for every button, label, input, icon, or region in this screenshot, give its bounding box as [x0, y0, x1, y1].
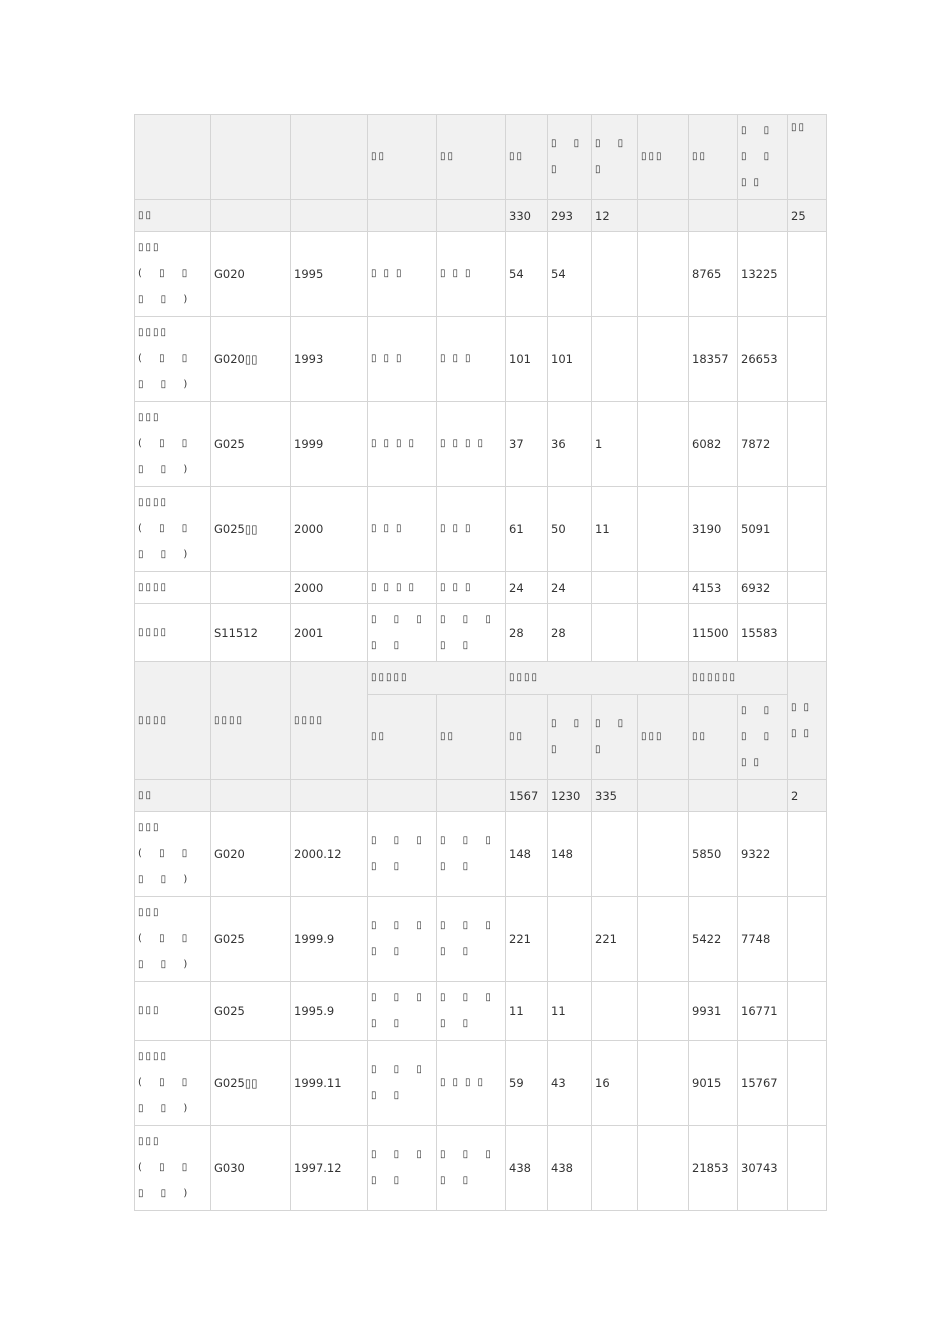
row-type: ▯▯▯	[368, 232, 437, 317]
row-name	[135, 572, 211, 604]
row-code: G020	[211, 232, 291, 317]
row-value: 221	[506, 897, 548, 982]
row-name-main: ▯▯▯	[138, 1005, 161, 1016]
row-value: 61	[506, 487, 548, 572]
row-type: ▯ ▯ ▯ ▯ ▯	[368, 812, 437, 897]
row-value: 11500	[689, 604, 738, 662]
row-type: ▯ ▯ ▯ ▯ ▯	[437, 982, 506, 1041]
row-year: 1995	[291, 232, 368, 317]
row-value	[638, 604, 689, 662]
row-value: 4153	[689, 572, 738, 604]
header-date: ▯▯▯▯	[291, 662, 368, 780]
table2-total-row	[135, 780, 827, 812]
row-value: 28	[506, 604, 548, 662]
row-name	[135, 604, 211, 662]
header-cell: ▯▯	[506, 115, 548, 200]
row-value	[592, 1126, 638, 1211]
header-cell	[291, 115, 368, 200]
table-row	[135, 572, 827, 604]
header-cell: ▯▯▯	[638, 115, 689, 200]
row-type: ▯▯▯	[437, 572, 506, 604]
table-row	[135, 232, 827, 317]
row-type: ▯▯▯	[437, 487, 506, 572]
row-year: 2000	[291, 572, 368, 604]
row-year: 1995.9	[291, 982, 368, 1041]
row-value	[788, 317, 827, 402]
row-value: 15767	[738, 1041, 788, 1126]
row-value	[788, 812, 827, 897]
row-name	[135, 1041, 211, 1126]
row-year: 1997.12	[291, 1126, 368, 1211]
row-value: 5091	[738, 487, 788, 572]
row-name-main: ▯▯▯	[138, 822, 161, 833]
row-name-main: ▯▯▯▯	[138, 1051, 169, 1062]
row-name-sub: ( ▯ ▯ ▯ ▯ )	[138, 268, 195, 305]
row-name	[135, 317, 211, 402]
header-group: ▯▯▯▯▯▯	[689, 662, 788, 695]
row-value: 37	[506, 402, 548, 487]
row-name-sub: ( ▯ ▯ ▯ ▯ )	[138, 933, 195, 970]
row-value: 50	[548, 487, 592, 572]
row-code: G025	[211, 982, 291, 1041]
header-group: ▯▯▯▯	[506, 662, 689, 695]
row-name-main: ▯▯▯▯	[138, 497, 169, 508]
row-value: 5850	[689, 812, 738, 897]
row-name	[135, 812, 211, 897]
row-code: G025▯▯	[211, 1041, 291, 1126]
row-type: ▯▯▯	[437, 232, 506, 317]
table-row	[135, 487, 827, 572]
row-value: 438	[548, 1126, 592, 1211]
row-value	[592, 982, 638, 1041]
row-code: G020▯▯	[211, 317, 291, 402]
row-value	[788, 487, 827, 572]
row-value	[788, 1126, 827, 1211]
header-cell: ▯ ▯ ▯	[592, 115, 638, 200]
row-value	[592, 317, 638, 402]
table-row	[135, 1041, 827, 1126]
total-cell: 2	[788, 780, 827, 812]
row-name-sub: ( ▯ ▯ ▯ ▯ )	[138, 438, 195, 475]
row-value	[638, 402, 689, 487]
row-type: ▯▯▯▯	[368, 402, 437, 487]
row-type: ▯ ▯ ▯ ▯ ▯	[368, 1126, 437, 1211]
total-cell: 1230	[548, 780, 592, 812]
row-value	[592, 604, 638, 662]
row-value	[788, 232, 827, 317]
header-cell: ▯▯	[368, 115, 437, 200]
row-year: 1999	[291, 402, 368, 487]
row-name	[135, 487, 211, 572]
table-row	[135, 604, 827, 662]
row-value: 11	[592, 487, 638, 572]
row-value: 16771	[738, 982, 788, 1041]
row-type: ▯ ▯ ▯ ▯ ▯	[437, 604, 506, 662]
table-row	[135, 897, 827, 982]
row-value	[592, 232, 638, 317]
row-code: G030	[211, 1126, 291, 1211]
row-value: 221	[592, 897, 638, 982]
row-value: 6932	[738, 572, 788, 604]
row-value: 5422	[689, 897, 738, 982]
row-value: 6082	[689, 402, 738, 487]
row-value: 9322	[738, 812, 788, 897]
row-value	[638, 1126, 689, 1211]
total-label: ▯▯	[135, 200, 211, 232]
row-value	[638, 317, 689, 402]
row-year: 2000.12	[291, 812, 368, 897]
row-value	[788, 402, 827, 487]
header-cell	[211, 115, 291, 200]
row-value	[788, 897, 827, 982]
row-value	[638, 232, 689, 317]
table-row	[135, 402, 827, 487]
row-type: ▯▯▯▯	[437, 1041, 506, 1126]
table1-header-row	[135, 115, 827, 200]
row-name-sub: ( ▯ ▯ ▯ ▯ )	[138, 848, 195, 885]
row-name-main: ▯▯▯	[138, 1136, 161, 1147]
row-type: ▯ ▯ ▯ ▯ ▯	[437, 812, 506, 897]
row-value: 59	[506, 1041, 548, 1126]
row-value: 30743	[738, 1126, 788, 1211]
header-cell: ▯▯	[689, 115, 738, 200]
row-name	[135, 982, 211, 1041]
row-value: 1	[592, 402, 638, 487]
row-value: 438	[506, 1126, 548, 1211]
row-value: 28	[548, 604, 592, 662]
row-value	[638, 812, 689, 897]
total-label: ▯▯	[135, 780, 211, 812]
header-cell: ▯ ▯ ▯ ▯ ▯▯	[738, 115, 788, 200]
row-value: 11	[506, 982, 548, 1041]
total-cell: 293	[548, 200, 592, 232]
row-value: 36	[548, 402, 592, 487]
row-code: S11512	[211, 604, 291, 662]
row-value	[788, 604, 827, 662]
row-code: G025	[211, 897, 291, 982]
row-value	[788, 1041, 827, 1126]
row-name-sub: ( ▯ ▯ ▯ ▯ )	[138, 353, 195, 390]
row-type: ▯ ▯ ▯ ▯ ▯	[368, 897, 437, 982]
row-value: 24	[548, 572, 592, 604]
row-type: ▯ ▯ ▯ ▯ ▯	[368, 982, 437, 1041]
row-value	[638, 572, 689, 604]
header-name: ▯▯▯▯	[135, 662, 211, 780]
row-value: 24	[506, 572, 548, 604]
row-name-sub: ( ▯ ▯ ▯ ▯ )	[138, 1077, 195, 1114]
row-value: 16	[592, 1041, 638, 1126]
row-value	[592, 812, 638, 897]
subheader-cell: ▯▯	[689, 695, 738, 780]
subheader-cell: ▯▯▯	[638, 695, 689, 780]
row-year: 1993	[291, 317, 368, 402]
row-value: 148	[506, 812, 548, 897]
row-type: ▯▯▯▯	[368, 572, 437, 604]
row-value: 15583	[738, 604, 788, 662]
row-value: 3190	[689, 487, 738, 572]
row-value: 101	[506, 317, 548, 402]
row-name	[135, 402, 211, 487]
row-value: 9931	[689, 982, 738, 1041]
row-year: 1999.9	[291, 897, 368, 982]
row-type: ▯▯▯▯	[437, 402, 506, 487]
header-last: ▯▯ ▯▯	[788, 662, 827, 780]
row-value: 18357	[689, 317, 738, 402]
row-value	[592, 572, 638, 604]
row-value	[638, 1041, 689, 1126]
row-year: 2000	[291, 487, 368, 572]
row-value: 9015	[689, 1041, 738, 1126]
total-cell: 25	[788, 200, 827, 232]
row-name-main: ▯▯▯	[138, 242, 161, 253]
table2-body	[135, 812, 827, 1211]
row-code: G020	[211, 812, 291, 897]
row-value	[788, 572, 827, 604]
row-value	[638, 897, 689, 982]
table-row	[135, 982, 827, 1041]
row-name	[135, 232, 211, 317]
row-name	[135, 897, 211, 982]
row-code	[211, 572, 291, 604]
subheader-cell: ▯▯	[437, 695, 506, 780]
row-type: ▯ ▯ ▯ ▯ ▯	[368, 604, 437, 662]
subheader-cell: ▯ ▯ ▯	[592, 695, 638, 780]
table-row	[135, 812, 827, 897]
row-name-main: ▯▯▯▯	[138, 327, 169, 338]
row-value	[788, 982, 827, 1041]
row-value: 13225	[738, 232, 788, 317]
total-cell: 330	[506, 200, 548, 232]
table1-total-row	[135, 200, 827, 232]
row-value: 54	[506, 232, 548, 317]
table-row	[135, 317, 827, 402]
row-name-sub: ( ▯ ▯ ▯ ▯ )	[138, 1162, 195, 1199]
row-value: 11	[548, 982, 592, 1041]
row-name-main: ▯▯▯	[138, 412, 161, 423]
header-cell: ▯▯	[788, 115, 827, 200]
row-type: ▯ ▯ ▯ ▯ ▯	[437, 1126, 506, 1211]
header-group: ▯▯▯▯▯	[368, 662, 506, 695]
row-name-main: ▯▯▯	[138, 907, 161, 918]
header-code: ▯▯▯▯	[211, 662, 291, 780]
row-value: 54	[548, 232, 592, 317]
row-value	[638, 487, 689, 572]
row-type: ▯ ▯ ▯ ▯ ▯	[437, 897, 506, 982]
row-value: 7872	[738, 402, 788, 487]
total-cell: 1567	[506, 780, 548, 812]
table-row	[135, 1126, 827, 1211]
subheader-cell: ▯ ▯ ▯	[548, 695, 592, 780]
row-name-sub: ( ▯ ▯ ▯ ▯ )	[138, 523, 195, 560]
subheader-cell: ▯ ▯ ▯ ▯ ▯▯	[738, 695, 788, 780]
subheader-cell: ▯▯	[506, 695, 548, 780]
header-cell: ▯▯	[437, 115, 506, 200]
total-cell: 335	[592, 780, 638, 812]
total-cell: 12	[592, 200, 638, 232]
header-cell	[135, 115, 211, 200]
row-name-main: ▯▯▯▯	[138, 626, 169, 638]
row-year: 2001	[291, 604, 368, 662]
row-value: 7748	[738, 897, 788, 982]
row-code: G025▯▯	[211, 487, 291, 572]
row-type: ▯▯▯	[368, 487, 437, 572]
row-code: G025	[211, 402, 291, 487]
row-value: 101	[548, 317, 592, 402]
row-type: ▯▯▯	[368, 317, 437, 402]
row-value: 43	[548, 1041, 592, 1126]
row-name-main: ▯▯▯▯	[138, 581, 169, 593]
row-value: 21853	[689, 1126, 738, 1211]
data-table	[134, 114, 827, 1211]
row-value: 148	[548, 812, 592, 897]
row-value: 26653	[738, 317, 788, 402]
subheader-cell: ▯▯	[368, 695, 437, 780]
table1-body	[135, 232, 827, 662]
row-value	[638, 982, 689, 1041]
row-type: ▯▯▯	[437, 317, 506, 402]
table2-header-row	[135, 662, 827, 695]
row-type: ▯ ▯ ▯ ▯ ▯	[368, 1041, 437, 1126]
header-cell: ▯ ▯ ▯	[548, 115, 592, 200]
row-name	[135, 1126, 211, 1211]
row-value	[548, 897, 592, 982]
row-value: 8765	[689, 232, 738, 317]
row-year: 1999.11	[291, 1041, 368, 1126]
